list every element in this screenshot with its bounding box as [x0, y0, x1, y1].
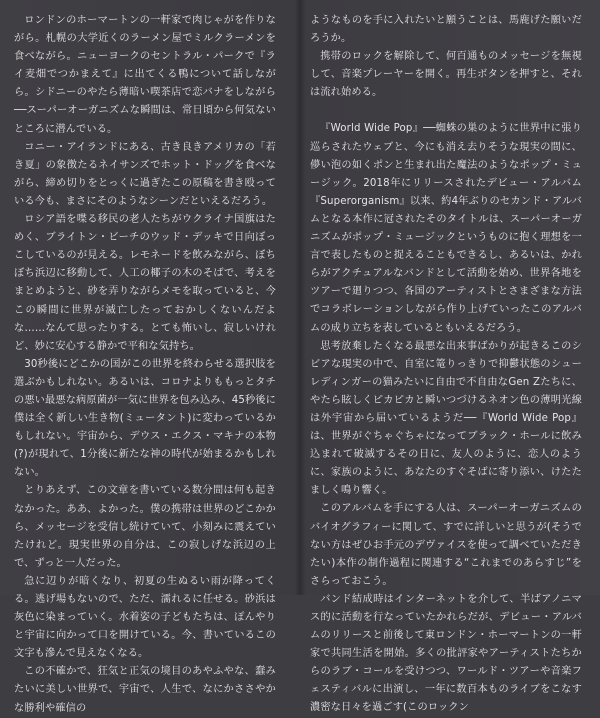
left-paragraph-5: とりあえず、この文章を書いている数分間は何も起きなかった。ああ、よかった。僕の携帯は世界のどこかから、メッセージを受信し続けていて、小刻みに震えていたけれど。現実世界の自分は、この寂しげな浜辺の上で、ずっと一人だった。 — [14, 485, 276, 569]
left-column — [14, 12, 276, 718]
left-paragraph-2: コニー・アイランドにある、古き良きアメリカの「若き夏」の象徴たるネイサンズでホット・ドッグを食べながら、締め切りをとっくに過ぎたこの原稿を書き殴っている今も、まさにそのようなシーンだといえるだろう。 — [14, 141, 276, 207]
left-paragraph-7: この不確かで、狂気と正気の境目のあやふやな、蠢みたいに美しい世界で、宇宙で、人生で、なにかささやかな勝利や確信の — [14, 666, 276, 714]
right-paragraph-5: このアルバムを手にする人は、スーパーオーガニズムのバイオグラフィーに関して、すでに詳しいと思うが(そうでない方はぜひお手元のデヴァイスを使って調べていただきたい)本作の制作過程に関連する“これまでのあらすじ”をさらっておこう。 — [310, 503, 582, 587]
right-paragraph-1: ようなものを手に入れたいと願うことは、馬鹿げた願いだろうか。 — [310, 15, 582, 45]
right-paragraph-3: 『World Wide Pop』──蜘蛛の巣のように世界中に張り巡らされたウェブと、今にも消え去りそうな現実の間に、儚い泡の如くポンと生まれ出た魔法のようなポップ・ミュージック。2018年にリリースされたデビュー・アルバム『Superorganism』以来、約4年ぶりのセカンド・アルバムとなる本作に冠されたそのタイトルは、スーパーオーガニズムがポップ・ミュージックというものに抱く理想を一言で表したものと捉えることもできるし、あるいは、かれらがアクチュアルなバンドとして活動を始め、世界各地をツアーで廻りつつ、各国のアーティストとさまざまな方法でコラボレーションしながら作り上げていったこのアルバムの成り立ちを表しているともいえるだろう。 — [310, 123, 582, 334]
left-paragraph-6: 急に辺りが暗くなり、初夏の生ぬるい雨が降ってくる。逃げ場もないので、ただ、濡れるに任せる。砂浜は灰色に染まっていく。水着姿の子どもたちは、ぽんやりと宇宙に向かって口を開けている。今、書いているこの文字も滲んで見えなくなる。 — [14, 575, 276, 660]
right-paragraph-2: 携帯のロックを解除して、何百通ものメッセージを無視して、音楽プレーヤーを開く。再生ボタンを押すと、それは流れ始める。 — [310, 51, 582, 99]
right-paragraph-4: 思考放棄したくなる最悪な出来事ばかりが起きるこのシビアな現実の中で、自室に篭りっきりで抑鬱状態のシューレディンガーの猫みたいに自由で不自由なGen Zたちに、やたら眩しくピカピカと瞬いつづけるネオン色の薄明光線は外宇宙から届いているようだ──『World Wide Pop』は、世界がぐちゃぐちゃになってブラック・ホールに飲み込まれて破滅するその日に、友人のように、恋人のように、家族のように、あなたのすぐそばに寄り添い、けたたましく鳴り響く。 — [310, 340, 582, 497]
left-paragraph-1: ロンドンのホーマートンの一軒家で肉じゃがを作りながら。札幌の大学近くのラーメン屋でミルクラーメンを食べながら。ニューヨークのセントラル・パークで『ライ麦畑でつかまえて』に出てくる鴨について話しながら。シドニーのやたら薄暗い喫茶店で恋バナをしながら──スーパーオーガニズムな瞬間は、常日頃から何気ないところに潜んでいる。 — [14, 15, 276, 135]
left-paragraph-4: 30秒後にどこかの国がこの世界を終わらせる選択肢を選ぶかもしれない。あるいは、コロナよりももっとタチの悪い最悪な病原菌が一気に世界を包み込み、45秒後に僕は全く新しい生き物(ミュータント)に変わっているかもしれない。宇宙から、デウス・エクス・マキナの本物(?)が現れて、1分後に新たな神の時代が始まるかもしれない。 — [14, 358, 276, 479]
left-paragraph-3: ロシア語を喋る移民の老人たちがウクライナ国旗はためく、ブライトン・ビーチのウッド・デッキで日向ぼっこしているのが見える。レモネードを飲みながら、ぼちぼち浜辺に移動して、人工の椰子の木のそばで、考えをまとめようと、砂を弄りながらメモを取っていると、今この瞬間に世界が滅亡したっておかしくないんだよな……なんて思ったりする。とても怖いし、寂しいけれど、妙に安心する静かで平和な気持ち。 — [14, 214, 276, 352]
right-paragraph-6: バンド結成時はインターネットを介して、半ばアノニマス的に活動を行なっていたかれらだが、デビュー・アルバムのリリースと前後して東ロンドン・ホーマートンの一軒家で共同生活を開始。多くの批評家やアーティストたちからのラブ・コールを受けつつ、ワールド・ツアーや音楽フェスティバルに出演し、一年に数百本ものライブをこなす濃密な日々を過ごす(このロックン — [310, 593, 582, 714]
page-gutter — [295, 0, 305, 595]
right-column — [310, 12, 582, 718]
